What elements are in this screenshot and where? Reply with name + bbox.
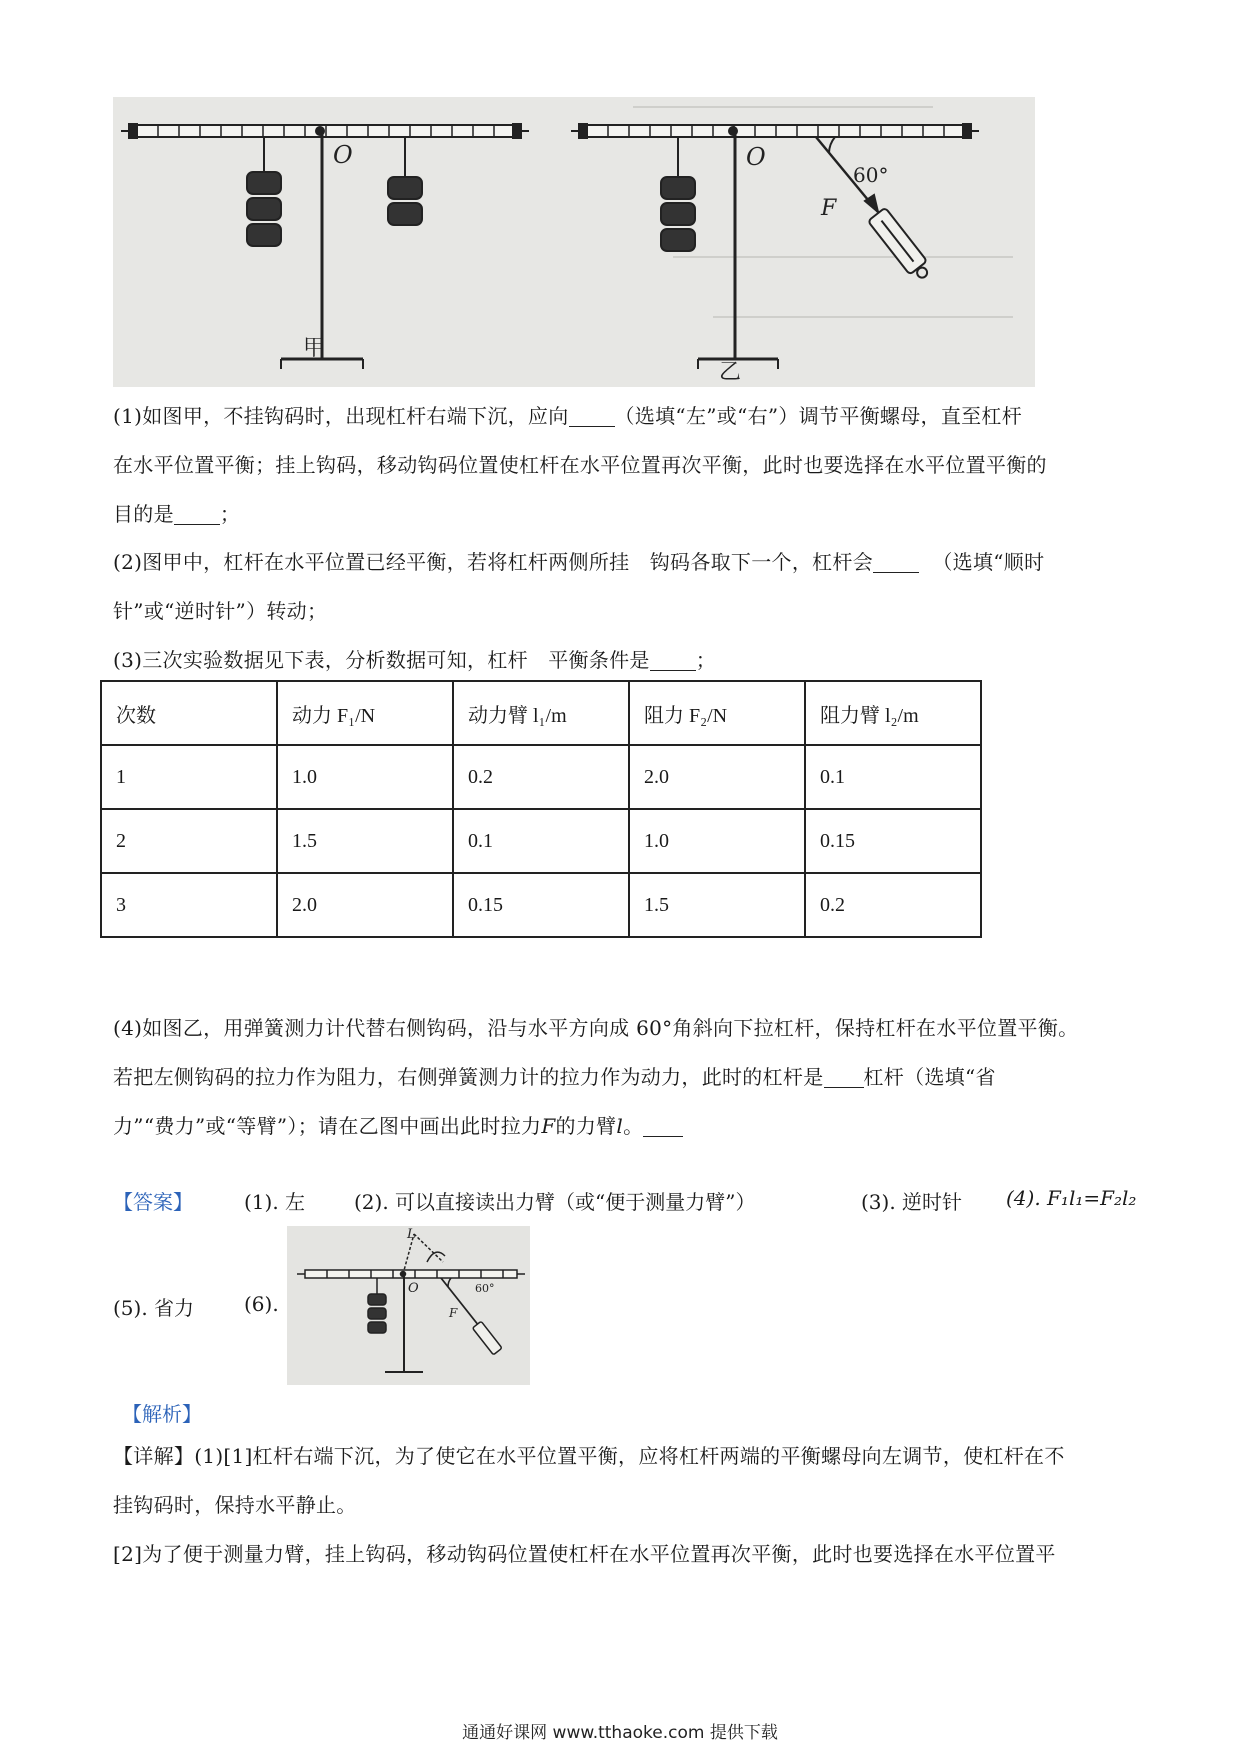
table-header-cell: 动力臂 l₁/m — [453, 681, 629, 745]
answer-blank[interactable] — [873, 544, 919, 573]
lever-photo-drawing — [113, 97, 1035, 387]
arm-label: L — [407, 1227, 416, 1242]
angle-label: 60° — [853, 163, 889, 187]
table-cell: 1.5 — [277, 809, 453, 873]
table-cell: 2.0 — [629, 745, 805, 809]
q4-line-1: (4)如图乙，用弹簧测力计代替右侧钩码，沿与水平方向成 60°角斜向下拉杠杆，保持杠杆在水平位置平衡。 — [113, 1016, 1079, 1040]
answer-blank[interactable] — [569, 398, 615, 427]
pivot-label-small: O — [408, 1281, 419, 1296]
answer-tag: 【答案】 — [113, 1190, 193, 1214]
q1-line-1: (1)如图甲，不挂钩码时，出现杠杆右端下沉，应向 （选填“左”或“右”）调节平衡螺母，直至杠杆 — [113, 392, 1133, 441]
page-footer: 通通好课网 www.tthaoke.com 提供下载 — [462, 1723, 778, 1743]
table-cell: 0.1 — [805, 745, 981, 809]
answer-blank[interactable] — [650, 642, 696, 671]
q4-line-3: 力”“费力”或“等臂”）；请在乙图中画出此时拉力F的力臂l。 — [113, 1102, 1133, 1151]
q1-line-3: 目的是 ； — [113, 490, 1133, 539]
table-cell: 1 — [101, 745, 277, 809]
q4-line-2: 若把左侧钩码的拉力作为阻力，右侧弹簧测力计的拉力作为动力，此时的杠杆是 杠杆（选填“省 — [113, 1053, 1133, 1102]
table-row — [101, 745, 981, 809]
table-cell: 0.15 — [805, 809, 981, 873]
q2-line-2: 针”或“逆时针”）转动； — [113, 599, 328, 623]
caption-right: 乙 — [719, 360, 742, 385]
answer-6: (6). — [244, 1292, 279, 1316]
answer-row-1 — [113, 1186, 193, 1215]
answer-photo-drawing — [287, 1226, 530, 1385]
table-header-row — [101, 681, 981, 745]
pivot-label-left: O — [333, 141, 353, 169]
table-header-cell: 阻力臂 l₂/m — [805, 681, 981, 745]
table-cell: 2.0 — [277, 873, 453, 937]
lever-right — [571, 124, 979, 369]
q3-line-1: (3)三次实验数据见下表，分析数据可知，杠杆 平衡条件是 ； — [113, 636, 1133, 685]
answer-blank[interactable] — [643, 1108, 683, 1137]
detail-line-1: 【详解】(1)[1]杠杆右端下沉，为了使它在水平位置平衡，应将杠杆两端的平衡螺母向左调节，使杠杆在不 — [113, 1444, 1065, 1468]
answer-blank[interactable] — [174, 496, 220, 525]
detail-line-2: 挂钩码时，保持水平静止。 — [113, 1493, 357, 1517]
table-cell: 1.0 — [629, 809, 805, 873]
table-header-cell: 次数 — [101, 681, 277, 745]
table-cell: 1.0 — [277, 745, 453, 809]
analysis-detail — [113, 1432, 1133, 1579]
analysis-tag: 【解析】 — [122, 1402, 202, 1426]
table-row — [101, 809, 981, 873]
answer-5: (5). 省力 — [113, 1296, 195, 1320]
force-label: F — [821, 196, 837, 221]
answer-blank[interactable] — [824, 1059, 864, 1088]
table-cell: 1.5 — [629, 873, 805, 937]
question-4 — [113, 1004, 1133, 1151]
table-cell: 3 — [101, 873, 277, 937]
q1-line-2: 在水平位置平衡；挂上钩码，移动钩码位置使杠杆在水平位置再次平衡，此时也要选择在水平位置平衡的 — [113, 453, 1047, 477]
answer-3: (3). 逆时针 — [861, 1190, 963, 1214]
pivot-label-right: O — [746, 143, 766, 171]
table-cell: 0.1 — [453, 809, 629, 873]
answer-photo — [287, 1226, 530, 1385]
table-header-cell: 阻力 F₂/N — [629, 681, 805, 745]
answer-1: (1). 左 — [244, 1190, 306, 1214]
force-label-small: F — [449, 1306, 458, 1320]
lever-photo — [113, 97, 1035, 387]
angle-label-small: 60° — [475, 1282, 495, 1295]
answer-4: (4). F₁l₁=F₂l₂ — [1006, 1186, 1137, 1210]
q2-line-1: (2)图甲中，杠杆在水平位置已经平衡，若将杠杆两侧所挂 钩码各取下一个，杠杆会 （选填“顺时 — [113, 538, 1133, 587]
caption-left: 甲 — [303, 336, 326, 361]
answer-2: (2). 可以直接读出力臂（或“便于测量力臂”） — [354, 1190, 756, 1214]
lever-left — [121, 124, 529, 369]
question-2 — [113, 538, 1133, 636]
detail-line-3: [2]为了便于测量力臂，挂上钩码，移动钩码位置使杠杆在水平位置再次平衡，此时也要选择在水平位置平 — [113, 1542, 1056, 1566]
question-3 — [113, 636, 1133, 685]
table-cell: 2 — [101, 809, 277, 873]
question-1 — [113, 392, 1133, 539]
table-cell: 0.2 — [805, 873, 981, 937]
table-cell: 0.15 — [453, 873, 629, 937]
data-table — [100, 680, 982, 938]
table-cell: 0.2 — [453, 745, 629, 809]
table-row — [101, 873, 981, 937]
table-header-cell: 动力 F₁/N — [277, 681, 453, 745]
